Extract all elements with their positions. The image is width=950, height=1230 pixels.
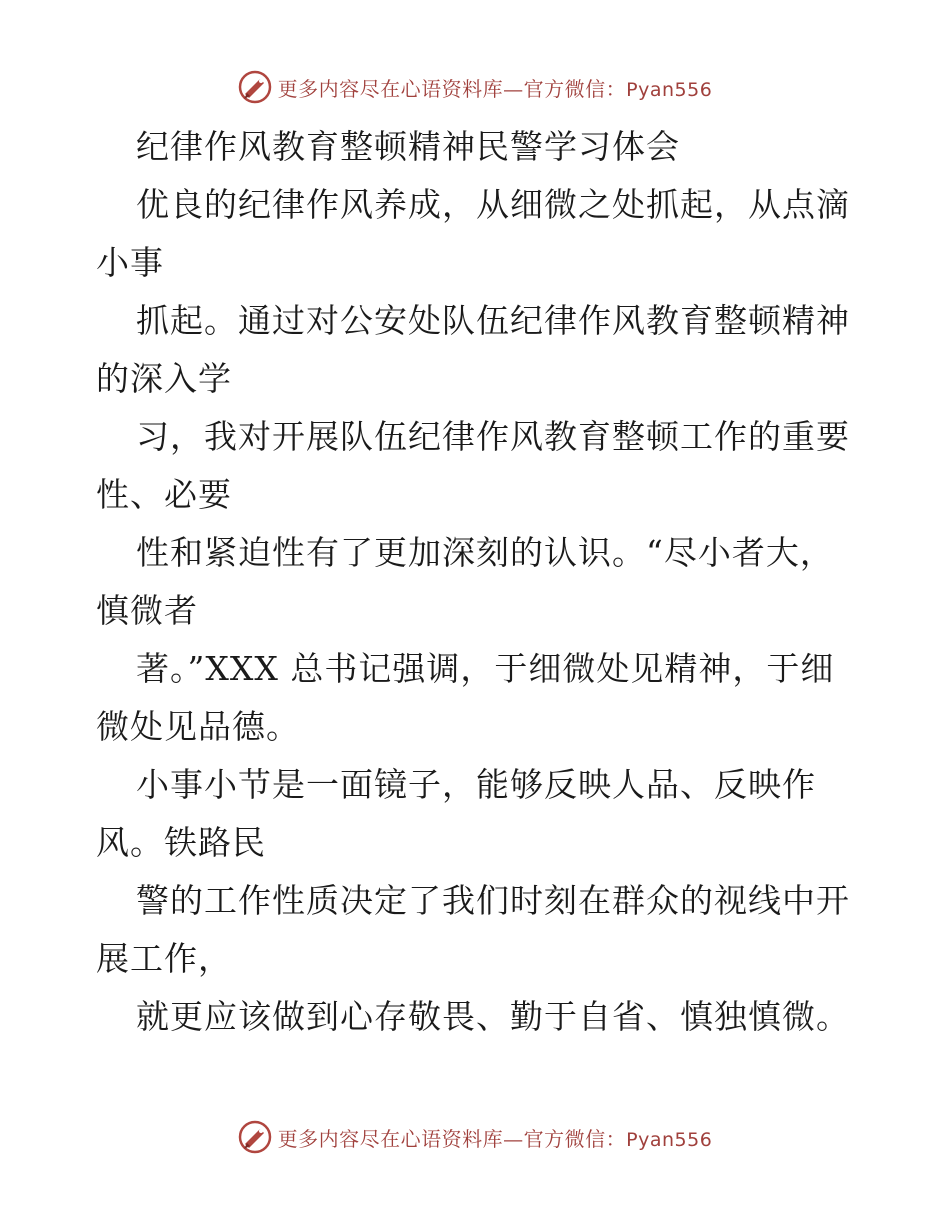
header-watermark: [0, 70, 950, 104]
text-line: 习，我对开展队伍纪律作风教育整顿工作的重要: [136, 417, 850, 456]
text-line: 就更应该做到心存敬畏、勤于自省、慎独慎微。: [136, 997, 850, 1036]
text-line: 慎微者: [96, 591, 198, 630]
text-line: 性和紧迫性有了更加深刻的认识。“尽小者大，: [136, 533, 834, 572]
watermark-separator: —: [503, 1126, 524, 1151]
text-line: 的深入学: [96, 359, 232, 398]
text-line: 著。”XXX 总书记强调，于细微处见精神，于细: [136, 649, 835, 688]
text-line: 性、必要: [96, 475, 232, 514]
text-line: 警的工作性质决定了我们时刻在群众的视线中开: [136, 881, 850, 920]
watermark-main: 更多内容尽在心语资料库: [277, 1126, 504, 1151]
text-line: 小事: [96, 243, 164, 282]
text-line: 抓起。通过对公安处队伍纪律作风教育整顿精神: [136, 301, 850, 340]
text-line: 优良的纪律作风养成，从细微之处抓起，从点滴: [136, 185, 850, 224]
text-line: 展工作，: [96, 939, 232, 978]
text-line: 微处见品德。: [96, 707, 300, 746]
document-title: 纪律作风教育整顿精神民警学习体会: [136, 127, 680, 166]
pen-logo-icon: [238, 70, 272, 104]
footer-watermark: [0, 1120, 950, 1154]
pen-logo-icon: [238, 1120, 272, 1154]
watermark-official: 官方微信：: [523, 1126, 627, 1151]
watermark-wechat-id: Pyan556: [626, 1128, 713, 1151]
text-line: 风。铁路民: [96, 823, 266, 862]
text-line: 小事小节是一面镜子，能够反映人品、反映作: [136, 765, 816, 804]
document-body: [96, 118, 856, 1046]
watermark-text: [278, 1123, 713, 1152]
watermark-official: 官方微信：: [523, 76, 627, 101]
watermark-main: 更多内容尽在心语资料库: [277, 76, 504, 101]
watermark-text: [278, 73, 713, 102]
watermark-separator: —: [503, 76, 524, 101]
watermark-wechat-id: Pyan556: [626, 78, 713, 101]
